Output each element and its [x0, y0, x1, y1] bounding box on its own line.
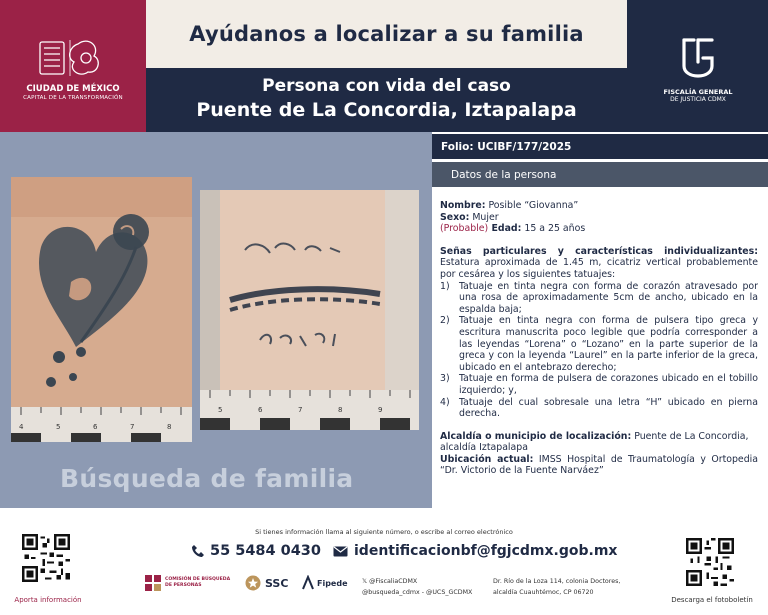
svg-text:7: 7 — [130, 423, 135, 431]
footer-social — [362, 576, 472, 598]
edad-label: Edad: — [488, 223, 522, 235]
section-title-bar: Datos de la persona — [432, 162, 768, 187]
footer-address: Dr. Río de la Loza 114, colonia Doctores, alcaldía Cuauhtémoc, CP 06720 — [493, 578, 621, 596]
cdmx-logo-text — [6, 84, 140, 101]
list-item: 1) Tatuaje en tinta negra con forma de corazón atravesado por una rosa de aproximadamente 5cm de ancho, ubicado en la espalda baja; — [440, 280, 758, 315]
phone-number: 55 5484 0430 — [210, 543, 321, 559]
field-nombre — [440, 200, 758, 212]
svg-text:4: 4 — [19, 423, 24, 431]
field-ubicacion — [440, 454, 758, 477]
field-sexo — [440, 212, 758, 224]
edad-probable-prefix: (Probable) — [440, 223, 489, 235]
list-item: 4) Tatuaje del cual sobresale una letra “H” ubicado en pierna derecha. — [440, 396, 758, 420]
senas-value: Estatura aproximada de 1.45 m, cicatriz vertical probablemente por cesárea y los siguientes tatuajes: — [440, 257, 758, 280]
sexo-value: Mujer — [469, 211, 499, 223]
case-title-band — [146, 68, 627, 132]
footer-email[interactable] — [333, 543, 617, 559]
phone-icon — [191, 544, 205, 558]
cdmx-logo-name: CIUDAD DE MÉXICO — [26, 84, 120, 94]
svg-text:7: 7 — [298, 406, 303, 414]
footer-partner-logos — [145, 575, 355, 591]
cbp-logo-icon — [145, 575, 161, 591]
svg-text:8: 8 — [167, 423, 172, 431]
logo-fipede: Fipede — [301, 575, 355, 591]
tattoo-photo-heart-rose — [11, 177, 192, 442]
social-x[interactable]: 𝕏 @FiscaliaCDMX — [362, 578, 418, 585]
fipede-logo-icon — [301, 575, 315, 591]
photo-panel — [0, 132, 432, 508]
watermark-busqueda: Búsqueda de familia — [60, 464, 354, 493]
field-alcaldia — [440, 431, 758, 454]
fgj-logo-icon — [676, 32, 720, 80]
header-title-band — [146, 0, 627, 68]
tattoo-list — [440, 281, 758, 420]
sexo-label: Sexo: — [440, 211, 470, 223]
qr-code-aporta-icon[interactable] — [22, 534, 70, 582]
alcaldia-label: Alcaldía o municipio de localización: — [440, 430, 632, 442]
folio-bar: Folio: UCIBF/177/2025 — [432, 134, 768, 159]
alcaldia-value: Puente de La Concordia, alcaldía Iztapalapa — [440, 430, 749, 454]
case-title-line1: Persona con vida del caso — [262, 76, 511, 96]
svg-text:9: 9 — [378, 406, 383, 414]
field-senas — [440, 246, 758, 281]
footer-note: Si tienes información llama al siguiente número, o escribe al correo electrónico — [255, 528, 513, 536]
email-address: identificacionbf@fgjcdmx.gob.mx — [354, 543, 618, 559]
logo-comision-busqueda: COMISIÓN DE BÚSQUEDA DE PERSONAS — [145, 575, 245, 591]
cdmx-logo-subtitle: CAPITAL DE LA TRANSFORMACIÓN — [23, 95, 123, 101]
svg-text:5: 5 — [218, 406, 223, 414]
tattoo-bracelet-image — [200, 190, 419, 430]
envelope-icon — [333, 546, 348, 557]
ubicacion-value: IMSS Hospital de Traumatología y Ortopedia “Dr. Victorio de la Fuente Narváez” — [440, 453, 759, 477]
svg-text:6: 6 — [258, 406, 263, 414]
qr-right-caption: Descarga el fotoboletín — [671, 596, 753, 604]
ubicacion-label: Ubicación actual: — [440, 453, 534, 465]
logo-ssc: SSC — [245, 575, 301, 591]
footer-phone[interactable] — [191, 543, 321, 559]
tattoo-heart-rose-image — [11, 177, 192, 442]
edad-value: 15 a 25 años — [521, 223, 586, 235]
person-details — [440, 200, 758, 477]
field-edad — [440, 223, 758, 235]
cdmx-logo-icon — [30, 34, 116, 82]
list-item: 3) Tatuaje en forma de pulsera de corazones ubicado en el tobillo izquierdo; y, — [440, 373, 758, 396]
list-item: 2) Tatuaje en tinta negra con forma de pulsera tipo greca y escritura manuscrita poco legible que podría corresponder a las leyendas “Lorena” o “Lozano” en la parte superior de la greca y con la leyenda “Laurel” en la parte inferior de la greca, ubicado en el antebrazo derecho; — [440, 315, 758, 373]
qr-code-fotoboletin-icon[interactable] — [686, 538, 734, 586]
qr-left-caption: Aporta información — [14, 596, 82, 604]
fgj-logo-line1: FISCALÍA GENERAL — [663, 88, 733, 96]
fgj-logo-line2: DE JUSTICIA CDMX — [670, 96, 726, 103]
social-handles[interactable]: @busqueda_cdmx - @UCS_GCDMX — [362, 589, 473, 596]
case-title-line2: Puente de La Concordia, Iztapalapa — [196, 99, 577, 121]
svg-text:8: 8 — [338, 406, 343, 414]
ssc-badge-icon — [245, 575, 261, 591]
nombre-value: Posible “Giovanna” — [485, 200, 579, 211]
fgj-logo-text — [636, 88, 760, 104]
page-title: Ayúdanos a localizar a su familia — [189, 22, 584, 46]
nombre-label: Nombre: — [440, 200, 486, 211]
tattoo-photo-bracelet — [200, 190, 419, 430]
svg-text:6: 6 — [93, 423, 98, 431]
svg-text:5: 5 — [56, 423, 61, 431]
senas-label: Señas particulares y características individualizantes: — [440, 245, 758, 257]
